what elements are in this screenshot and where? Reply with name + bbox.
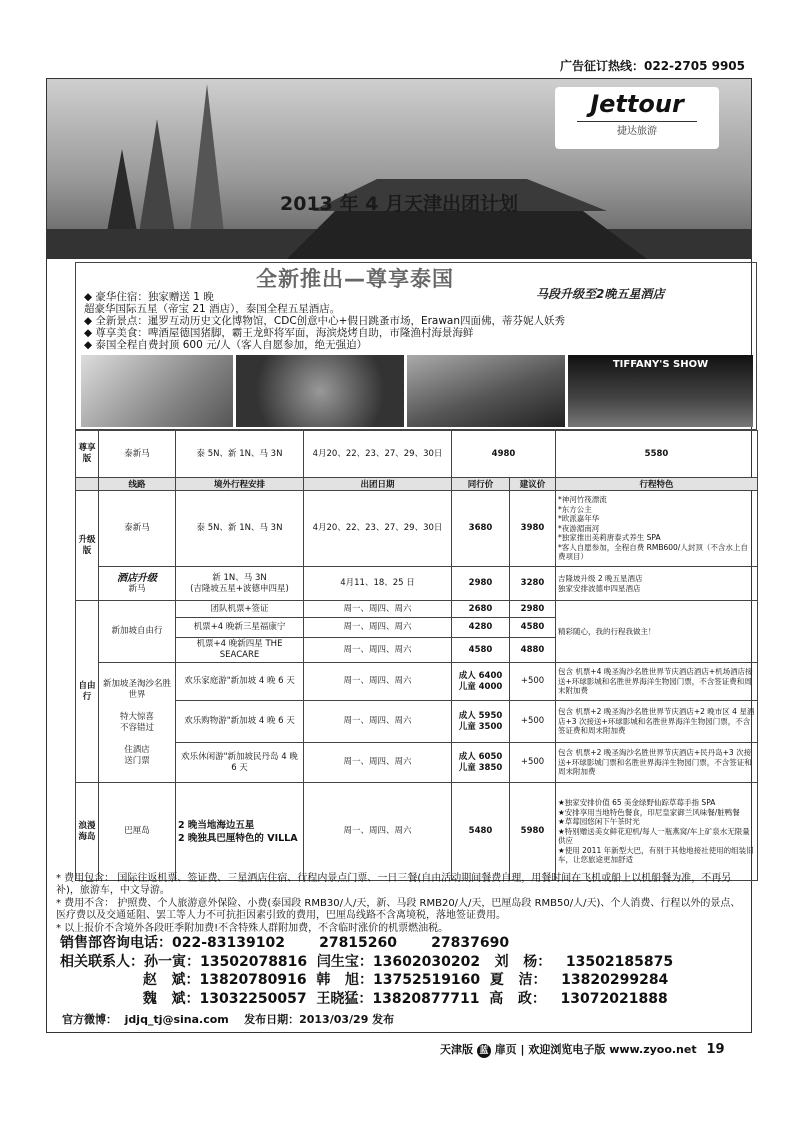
price-cell: 4280: [452, 618, 510, 638]
dates-cell: 4月20、22、23、27、29、30日: [304, 491, 452, 567]
suggested-price-cell: +500: [510, 743, 556, 783]
suggested-price-cell: 3980: [510, 491, 556, 567]
itinerary-cell: 欢乐休闲游"新加坡民丹岛 4 晚 6 天: [176, 743, 304, 783]
header-route: 线路: [99, 478, 176, 491]
dates-cell: 周一、周四、周六: [304, 663, 452, 701]
header-blank: [76, 478, 99, 491]
features-cell: 包含 机票+4 晚圣淘沙名胜世界节庆酒店酒店+机场酒店接送+环球影城和名胜世界海洋生物园门票，不含签证费和周末附加费: [556, 663, 758, 701]
features-cell: 包含 机票+2 晚圣淘沙名胜世界节庆酒店+民丹岛+3 次接送+环球影城门票和名胜世界海洋生物园门票，不含签证和周末附加费: [556, 743, 758, 783]
route-cell: 泰新马: [99, 431, 176, 478]
itinerary-cell: 机票+4 晚新四星 THE SEACARE: [176, 638, 304, 663]
features-cell: *神河竹筏漂流 *东方公主 *欧派嘉年华 *夜游湄南河 *独家推出美莉唐泰式养生 SPA *客人自愿参加，全程自费 RMB600/人封顶（不含水上自费项目）: [556, 491, 758, 567]
suggested-price-cell: +500: [510, 663, 556, 701]
note-surcharge: * 以上报价不含境外各段旺季附加费!不含特殊人群附加费，不含临时涨价的机票燃油税。: [56, 923, 449, 934]
footer-page-number: 19: [706, 1042, 725, 1057]
promo-box: [75, 262, 757, 430]
table-row: [76, 431, 758, 478]
route-cell-hotel-upgrade: [99, 567, 176, 601]
price-cell: 3680: [452, 491, 510, 567]
dates-cell: 周一、周四、周六: [304, 618, 452, 638]
dates-cell: 周一、周四、周六: [304, 638, 452, 663]
promo-subheadline: 马段升级至2晚五星酒店: [536, 287, 665, 301]
price-cell: 成人 6050 儿童 3850: [452, 743, 510, 783]
price-cell: 4980: [452, 431, 556, 478]
tour-table: [75, 430, 758, 881]
dates-cell: 4月11、18、25 日: [304, 567, 452, 601]
group-label-free: 自由行: [76, 601, 99, 783]
table-row: [76, 663, 758, 701]
route-text: 新马: [128, 583, 146, 594]
itinerary-cell: 团队机票+签证: [176, 601, 304, 618]
footer-badge: 蓝: [477, 1044, 491, 1058]
itinerary-cell: 新 1N、马 3N (吉隆坡五星+波德申四星): [176, 567, 304, 601]
header-suggested: 建议价: [510, 478, 556, 491]
price-cell: 成人 5950 儿童 3500: [452, 701, 510, 743]
suggested-price-cell: 5980: [510, 783, 556, 881]
table-row: [76, 491, 758, 567]
suggested-price-cell: 3280: [510, 567, 556, 601]
price-cell: 5480: [452, 783, 510, 881]
note-included: * 费用包含： 国际往返机票、签证费、三星酒店住宿、行程内景点门票、一日三餐(自由活动期间餐费自理，用餐时间在飞机或船上以机船餐为准，不再另补)，旅游车，中文导游。: [56, 873, 732, 896]
itinerary-cell: 欢乐购物游"新加坡 4 晚 6 天: [176, 701, 304, 743]
features-cell: 吉隆坡升级 2 晚五星酒店 独家安排波德申四星酒店: [556, 567, 758, 601]
suggested-price-cell: 4580: [510, 618, 556, 638]
table-row: [76, 601, 758, 618]
suggested-price-cell: 5580: [556, 431, 758, 478]
contact-block: [60, 934, 673, 1008]
contact-persons-line: 魏 斌：13032250057 王晓猛：13820877711 高 政： 13072021888: [60, 990, 668, 1007]
footer-page-label: 扉页: [494, 1043, 517, 1056]
footer-website: 欢迎浏览电子版 www.zyoo.net: [528, 1043, 697, 1056]
route-cell: 新加坡圣淘沙名胜世界 特大惊喜 不容错过 住酒店 送门票: [99, 663, 176, 783]
photo-hotel-lobby: [81, 355, 233, 427]
group-label-romance: 浪漫海岛: [76, 783, 99, 881]
price-cell: 4580: [452, 638, 510, 663]
photo-bbq-buffet: [407, 355, 565, 427]
table-row: [76, 783, 758, 881]
suggested-price-cell: +500: [510, 701, 556, 743]
features-cell: 精彩随心，我的行程我做主！: [556, 601, 758, 663]
promo-headline: 全新推出—尊享泰国: [256, 267, 454, 291]
suggested-price-cell: 2980: [510, 601, 556, 618]
itinerary-cell: 2 晚当地海边五星 2 晚独具巴厘特色的 VILLA: [176, 783, 304, 881]
route-cell: 巴厘岛: [99, 783, 176, 881]
ad-hotline: 广告征订热线：022-2705 9905: [560, 59, 746, 73]
dates-cell: 周一、周四、周六: [304, 743, 452, 783]
group-label-premium: 尊享版: [76, 431, 99, 478]
footer-edition: 天津版: [440, 1043, 473, 1056]
promo-bullet: ◆ 尊享美食：啤酒屋德国猪脚，霸王龙虾将军面，海滨烧烤自助，市隆渔村海景海鲜: [84, 327, 474, 339]
itinerary-cell: 泰 5N、新 1N、马 3N: [176, 431, 304, 478]
dates-cell: 周一、周四、周六: [304, 701, 452, 743]
footer-separator: |: [520, 1043, 525, 1056]
banner-title: 2013 年 4 月天津出团计划: [280, 193, 518, 215]
features-cell: 包含 机票+2 晚圣淘沙名胜世界节庆酒店+2 晚市区 4 星酒店+3 次接送+环球影城和名胜世界海洋生物园门票，不含签证费和周末附加费: [556, 701, 758, 743]
promo-bullet: ◆ 全新景点：暹罗互动历史文化博物馆，CDC创意中心+假日跳蚤市场，Erawan四面佛，蒂芬妮人妖秀: [84, 315, 566, 327]
dates-cell: 4月20、22、23、27、29、30日: [304, 431, 452, 478]
table-row: [76, 567, 758, 601]
dates-cell: 周一、周四、周六: [304, 601, 452, 618]
header-itinerary: 境外行程安排: [176, 478, 304, 491]
itinerary-cell: 机票+4 晚新三星福康宁: [176, 618, 304, 638]
itinerary-cell: 欢乐家庭游"新加坡 4 晚 6 天: [176, 663, 304, 701]
route-cell: 新加坡自由行: [99, 601, 176, 663]
suggested-price-cell: 4880: [510, 638, 556, 663]
price-cell: 2980: [452, 567, 510, 601]
hotel-upgrade-label: 酒店升级: [117, 572, 157, 584]
group-label-upgrade: 升级版: [76, 491, 99, 601]
header-dates: 出团日期: [304, 478, 452, 491]
promo-bullet: ◆ 泰国全程自费封顶 600 元/人（客人自愿参加，绝无强迫）: [84, 339, 368, 351]
logo-brand: Jettour: [590, 90, 684, 118]
price-cell: 成人 6400 儿童 4000: [452, 663, 510, 701]
logo-subtitle: 捷达旅游: [577, 121, 697, 137]
banner: [47, 79, 751, 259]
photo-seafood: [236, 355, 404, 427]
table-row: [76, 701, 758, 743]
note-excluded: * 费用不含： 护照费、个人旅游意外保险、小费(泰国段 RMB30/人/天，新、马段 RMB20/人/天，巴厘岛段 RMB50/人/天)、个人消费、行程以外的景点、医疗费以及交通延阻、罢工等人力不可抗拒因素引致的费用，巴厘岛线路不含离境税，落地签证费用。: [56, 898, 741, 921]
promo-bullet: ◆ 豪华住宿：独家赠送 1 晚: [84, 291, 214, 303]
promo-bullet: 超豪华国际五星（帝宝 21 酒店），泰国全程五星酒店。: [84, 303, 341, 315]
route-cell: 泰新马: [99, 491, 176, 567]
page-footer: [440, 1041, 725, 1058]
weibo-and-date: 官方微博： jdjq_tj@sina.com 发布日期：2013/03/29 发布: [62, 1013, 395, 1026]
notes: [56, 873, 746, 936]
sales-phone-line: 销售部咨询电话：022-83139102 27815260 27837690: [60, 935, 510, 951]
price-cell: 2680: [452, 601, 510, 618]
contact-persons-line: 相关联系人：孙一寅：13502078816 闫生宝：13602030202 刘 杨： 13502185875: [60, 953, 674, 970]
show-caption: TIFFANY'S SHOW: [612, 359, 709, 370]
photo-tiffany-show: [568, 355, 753, 427]
contact-persons-line: 赵 斌：13820780916 韩 旭：13752519160 夏 洁： 13820299284: [60, 972, 669, 988]
header-features: 行程特色: [556, 478, 758, 491]
dates-cell: 周一、周四、周六: [304, 783, 452, 881]
header-price: 同行价: [452, 478, 510, 491]
features-cell: ★独家安排价值 65 美金绿野仙踪草莓手指 SPA ★安排享用当地特色餐食，印尼皇家御兰风味餐/脏鸭餐 ★草莓园悠闲下午茶时光 ★特别赠送美女鲜花迎机/每人一瓶燕窝/车上矿泉水无限量供应 ★使用 2011 年新型大巴，有别于其他地接社使用的组装旧车，让您旅途更加舒适: [556, 783, 758, 881]
itinerary-cell: 泰 5N、新 1N、马 3N: [176, 491, 304, 567]
table-row: [76, 743, 758, 783]
jettour-logo: [555, 87, 719, 149]
table-header-row: [76, 478, 758, 491]
